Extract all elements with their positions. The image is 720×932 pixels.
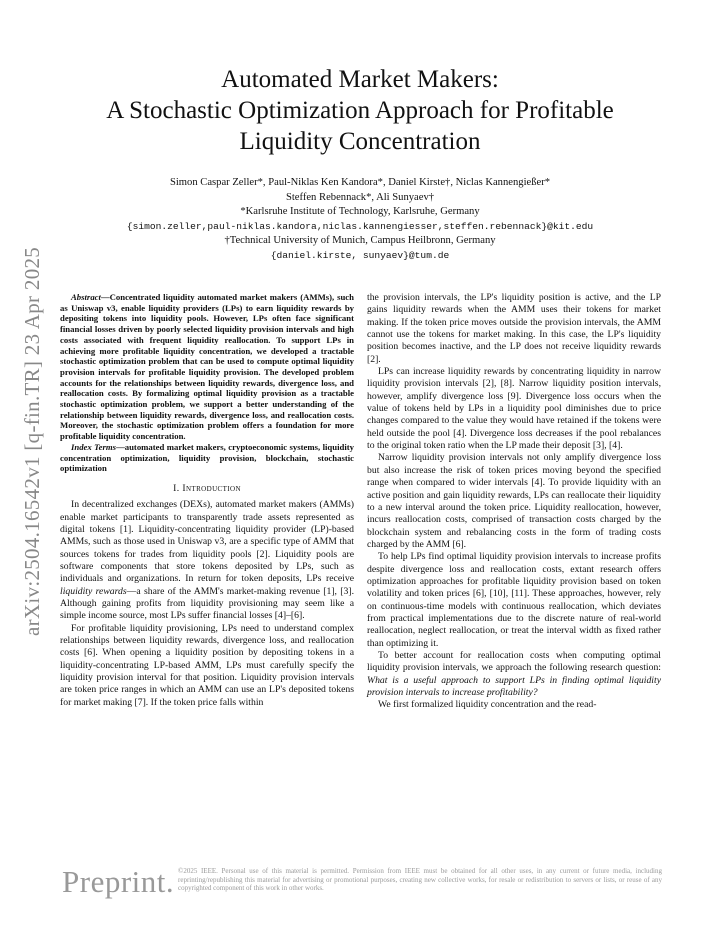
author-block bbox=[60, 176, 660, 263]
title-line-3: Liquidity Concentration bbox=[239, 128, 481, 155]
right-paragraph-3: Narrow liquidity provision intervals not only amplify divergence loss but also increase the risk of token prices moving beyond the specified range when compared to wider intervals [4]. To provide liquidity with an active position and gain liquidity rewards, LPs can reallocate their liquidity to a new interval around the token price. Liquidity reallocation, however, incurs reallocation costs, comprised of transaction costs charged by the blockchain system and rebalancing costs in the form of trading costs charged by the AMM [6]. bbox=[367, 452, 661, 550]
right-p5-text: To better account for reallocation costs when computing optimal liquidity provision intervals, we approach the following research question: bbox=[367, 649, 661, 674]
footer bbox=[62, 864, 662, 904]
intro-paragraph-2: For profitable liquidity provisioning, LPs need to understand complex relationships between liquidity rewards, divergence loss, and reallocation costs [6]. When opening a liquidity position by depositing tokens in a liquidity-concentrating LP-based AMM, LPs must carefully specify the liquidity provision interval for that position. Liquidity provision intervals are token price ranges in which an AMM can use an LP's deposited tokens for market making [7]. If the token price falls within bbox=[60, 622, 354, 708]
preprint-label: Preprint. bbox=[62, 864, 175, 899]
left-column bbox=[60, 292, 354, 709]
right-paragraph-6: We first formalized liquidity concentration and the read- bbox=[378, 699, 597, 711]
section-heading-introduction: I. Introduction bbox=[173, 482, 241, 494]
email-tum[interactable]: {daniel.kirste, sunyaev}@tum.de bbox=[270, 249, 450, 261]
title-line-1: Automated Market Makers: bbox=[221, 66, 499, 93]
abstract bbox=[60, 292, 354, 442]
index-terms-lead: Index Terms bbox=[71, 441, 117, 452]
affiliation-kit: *Karlsruhe Institute of Technology, Karlsruhe, Germany bbox=[240, 206, 480, 217]
intro-p1-text-b: —a share of the AMM's market-making revenue [1], [3]. Although gaining profits from liquidity provisioning may seem like a simple income source, most LPs suffer financial losses [4]–[6]. bbox=[60, 585, 355, 622]
right-paragraph-2: LPs can increase liquidity rewards by concentrating liquidity in narrow liquidity provision intervals [2], [8]. Narrow liquidity position intervals, however, amplify divergence loss [9]. Divergence loss occurs when the value of tokens held by LPs in a liquidity pool diminishes due to price changes compared to the value they would have retained if the tokens were held outside the pool [4]. Divergence loss decreases if the pool rebalances to the original token ratio when the LP made their deposit [3], [4]. bbox=[367, 366, 661, 452]
title-line-2: A Stochastic Optimization Approach for Profitable bbox=[106, 97, 614, 124]
abstract-text: —Concentrated liquidity automated market makers (AMMs), such as Uniswap v3, enable liquidity providers (LPs) to earn liquidity rewards by depositing tokens into liquidity pools. However, LPs often face significant financial losses driven by poorly selected liquidity provision intervals and high costs associated with frequent liquidity reallocation. To support LPs in achieving more profitable liquidity concentration, we developed a tractable stochastic optimization problem that can be used to compute optimal liquidity provision intervals for profitable liquidity provision. The developed problem accounts for the relationships between liquidity rewards, divergence loss, and reallocation costs. By formalizing optimal liquidity provision as a tractable stochastic optimization problem, we support a better understanding of the relationship between liquidity rewards, divergence loss, and reallocation costs. Moreover, the stochastic optimization problem offers a foundation for more profitable liquidity concentration. bbox=[60, 292, 354, 442]
copyright-notice: ©2025 IEEE. Personal use of this material is permitted. Permission from IEEE must be obtained for all other uses, in any current or future media, including reprinting/republishing this material for advertising or promotional purposes, creating new collective works, for resale or redistribution to servers or lists, or reuse of any copyrighted component of this work in other works. bbox=[178, 867, 662, 893]
intro-p1-text-a: In decentralized exchanges (DEXs), automated market makers (AMMs) enable market participants to transparently trade assets represented as digital tokens [1]. Liquidity-concentrating liquidity provider (LP)-based AMMs, such as those used in Uniswap v3, are a specific type of AMM that sources tokens for trades from liquidity pools [2]. Liquidity pools are software components that store tokens deposited by LPs, such as individuals and organizations. In return for token deposits, LPs receive bbox=[60, 499, 354, 585]
email-kit[interactable]: {simon.zeller,paul-niklas.kandora,niclas.kannengiesser,steffen.rebennack}@kit.edu bbox=[126, 220, 594, 232]
arxiv-identifier[interactable]: arXiv:2504.16542v1 [q-fin.TR] 23 Apr 2025 bbox=[20, 246, 44, 636]
index-terms-text: —automated market makers, cryptoeconomic systems, liquidity concentration optimization, liquidity provision, blockchain, stochastic optimization bbox=[60, 441, 354, 474]
right-paragraph-4: To help LPs find optimal liquidity provision intervals to increase profits despite divergence loss and reallocation costs, extant research offers optimization approaches for profitable liquidity provision based on token volatility and token prices [6], [10], [11]. These approaches, however, rely on continuous-time models with continuous reallocation, which deviates from practical implementations due to the discrete nature of real-world reallocation, neglect reallocation, or treat the interval width as fixed rather than optimizing it. bbox=[367, 551, 661, 649]
intro-paragraph-1 bbox=[60, 499, 354, 622]
abstract-lead: Abstract bbox=[71, 292, 101, 302]
paper-title bbox=[60, 64, 660, 157]
author-names-line-1: Simon Caspar Zeller*, Paul-Niklas Ken Kandora*, Daniel Kirste†, Niclas Kannengießer* bbox=[169, 177, 551, 188]
intro-p1-emphasis: liquidity rewards bbox=[60, 585, 127, 597]
right-paragraph-5 bbox=[367, 650, 661, 699]
research-question: What is a useful approach to support LPs in finding optimal liquidity provision intervals to increase profitability? bbox=[367, 674, 661, 698]
right-paragraph-1: the provision intervals, the LP's liquidity position is active, and the LP gains liquidity rewards when the AMM uses their tokens for market making. If the token price moves outside the provision intervals, the AMM cannot use the tokens for market making. In this case, the LP's liquidity position becomes inactive, and the LP does not receive liquidity rewards [2]. bbox=[367, 292, 661, 365]
index-terms bbox=[60, 442, 354, 474]
affiliation-tum: †Technical University of Munich, Campus Heilbronn, Germany bbox=[224, 235, 496, 246]
author-names-line-2: Steffen Rebennack*, Ali Sunyaev† bbox=[285, 191, 435, 203]
right-column bbox=[367, 292, 661, 712]
